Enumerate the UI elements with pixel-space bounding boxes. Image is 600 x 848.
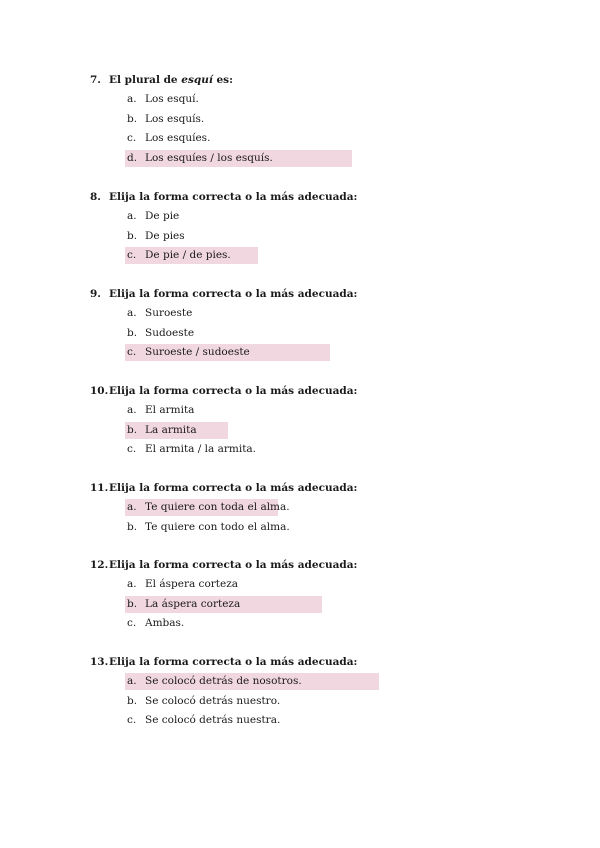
option-letter: b. [127, 229, 138, 242]
option-letter: b. [127, 597, 138, 610]
option-a [90, 674, 570, 694]
option-text: El armita / la armita. [145, 443, 257, 455]
option-text: La armita [145, 423, 197, 436]
question-7 [90, 73, 570, 170]
question-title [90, 481, 570, 495]
option-c [90, 442, 570, 462]
question-11 [90, 481, 570, 539]
option-letter: c. [127, 714, 137, 726]
question-prompt: Elija la forma correcta o la más adecuada: [109, 288, 358, 300]
option-text: De pie / de pies. [145, 249, 231, 261]
option-text: De pies [145, 229, 185, 242]
question-number: 11. [90, 482, 109, 494]
question-title [90, 655, 570, 669]
option-c [90, 345, 570, 365]
option-text: Suroeste / sudoeste [145, 346, 250, 358]
option-letter: c. [127, 249, 137, 261]
option-letter: b. [127, 423, 138, 436]
option-letter: d. [127, 151, 138, 164]
option-a [90, 306, 570, 326]
option-a [90, 209, 570, 229]
option-text: El áspera corteza [145, 578, 239, 590]
option-a [90, 92, 570, 112]
option-text: Los esquís. [145, 112, 205, 125]
option-letter: b. [127, 326, 138, 339]
option-b [90, 423, 570, 443]
option-letter: a. [127, 501, 137, 513]
question-prompt: El plural de [109, 74, 182, 86]
option-b [90, 229, 570, 249]
question-number: 8. [90, 191, 101, 203]
question-title [90, 73, 570, 87]
question-13 [90, 655, 570, 733]
question-prompt-end: es: [212, 74, 233, 86]
option-text: Se colocó detrás nuestro. [145, 694, 281, 707]
option-letter: c. [127, 346, 137, 358]
option-a [90, 577, 570, 597]
option-list [90, 403, 570, 462]
option-text: Te quiere con todo el alma. [145, 520, 290, 533]
option-text: La áspera corteza [145, 597, 241, 610]
question-prompt-italic: esquí [181, 74, 213, 86]
option-c [90, 713, 570, 733]
question-prompt: Elija la forma correcta o la más adecuada: [109, 559, 358, 571]
option-list [90, 500, 570, 539]
option-c [90, 131, 570, 151]
option-text: Suroeste [145, 307, 193, 319]
question-number: 13. [90, 656, 109, 668]
option-b [90, 597, 570, 617]
option-text: Se colocó detrás de nosotros. [145, 675, 302, 687]
option-letter: a. [127, 307, 137, 319]
option-letter: a. [127, 578, 137, 590]
option-text: Los esquíes / los esquís. [145, 151, 273, 164]
option-letter: b. [127, 694, 138, 707]
question-8 [90, 190, 570, 268]
option-text: Ambas. [145, 617, 185, 629]
option-letter: c. [127, 132, 137, 144]
question-9 [90, 287, 570, 365]
option-b [90, 326, 570, 346]
option-b [90, 112, 570, 132]
question-prompt: Elija la forma correcta o la más adecuada: [109, 191, 358, 203]
option-list [90, 577, 570, 636]
option-letter: a. [127, 93, 137, 105]
option-letter: a. [127, 404, 137, 416]
option-text: Sudoeste [145, 326, 195, 339]
question-prompt: Elija la forma correcta o la más adecuada: [109, 385, 358, 397]
option-text: Los esquí. [145, 93, 199, 105]
option-c [90, 248, 570, 268]
option-a [90, 403, 570, 423]
question-prompt: Elija la forma correcta o la más adecuada: [109, 656, 358, 668]
question-number: 10. [90, 385, 109, 397]
option-letter: b. [127, 520, 138, 533]
question-12 [90, 558, 570, 636]
option-letter: b. [127, 112, 138, 125]
option-letter: a. [127, 210, 137, 222]
question-title [90, 384, 570, 398]
question-title [90, 287, 570, 301]
option-c [90, 616, 570, 636]
option-b [90, 694, 570, 714]
option-letter: a. [127, 675, 137, 687]
option-list [90, 92, 570, 170]
question-number: 12. [90, 559, 109, 571]
option-d [90, 151, 570, 171]
option-text: Te quiere con toda el alma. [145, 501, 290, 513]
option-list [90, 209, 570, 268]
option-text: Se colocó detrás nuestra. [145, 714, 281, 726]
option-a [90, 500, 570, 520]
option-letter: c. [127, 443, 137, 455]
option-b [90, 520, 570, 540]
question-number: 7. [90, 74, 101, 86]
question-prompt: Elija la forma correcta o la más adecuada: [109, 482, 358, 494]
option-letter: c. [127, 617, 137, 629]
option-list [90, 306, 570, 365]
option-text: De pie [145, 210, 180, 222]
question-10 [90, 384, 570, 462]
option-text: Los esquíes. [145, 132, 211, 144]
option-text: El armita [145, 404, 195, 416]
question-title [90, 558, 570, 572]
option-list [90, 674, 570, 733]
question-number: 9. [90, 288, 101, 300]
question-title [90, 190, 570, 204]
